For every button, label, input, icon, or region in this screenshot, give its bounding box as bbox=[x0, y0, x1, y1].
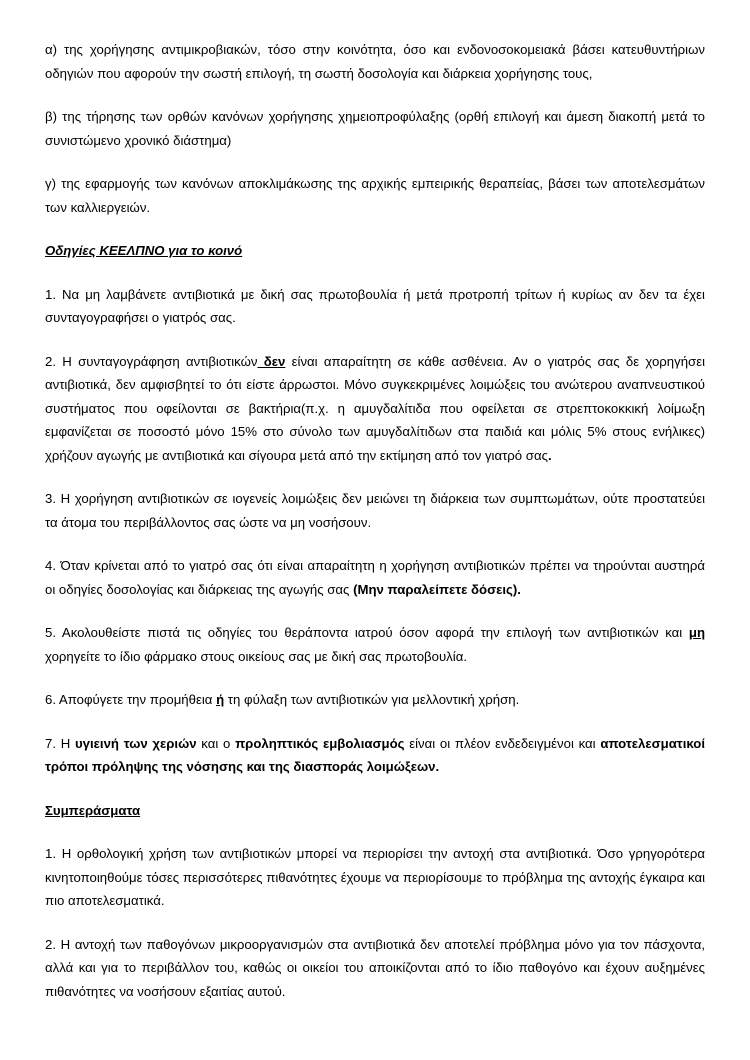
guideline-item-2-end: . bbox=[547, 447, 552, 463]
guideline-item-3: 3. Η χορήγηση αντιβιοτικών σε ιογενείς λοιμώξεις δεν μειώνει τη διάρκεια των συμπτωμάτων, ούτε προστατεύει τα άτομα του περιβάλλοντος σας ώστε να μη νοσήσουν. bbox=[45, 491, 705, 530]
guideline-item-6-emphasis: ή bbox=[216, 692, 225, 707]
guideline-item-5-text-post: χορηγείτε το ίδιο φάρμακο στους οικείους σας με δική σας πρωτοβουλία. bbox=[45, 648, 467, 664]
guideline-item-4-text: 4. Όταν κρίνεται από το γιατρό σας ότι είναι απαραίτητη η χορήγηση αντιβιοτικών πρέπει να τηρούνται αυστηρά οι οδηγίες δοσολογίας και διάρκειας της αγωγής σας bbox=[45, 558, 705, 597]
conclusions-heading: Συμπεράσματα bbox=[45, 802, 141, 818]
guideline-item-4-emphasis: (Μην παραλείπετε δόσεις). bbox=[353, 581, 521, 597]
guideline-item-6 bbox=[45, 688, 705, 712]
guideline-item-6-text-post: τη φύλαξη των αντιβιοτικών για μελλοντική χρήση. bbox=[224, 692, 520, 707]
guideline-item-7-text-mid: και ο bbox=[196, 735, 236, 751]
guideline-item-1: 1. Να μη λαμβάνετε αντιβιοτικά με δική σας πρωτοβουλία ή μετά προτροπή τρίτων ή κυρίως αν δεν τα έχει συνταγογραφήσει ο γιατρός σας. bbox=[45, 286, 705, 325]
guideline-item-4 bbox=[45, 554, 705, 601]
guideline-item-7 bbox=[45, 732, 705, 779]
guideline-item-7-emphasis-vaccination: προληπτικός εμβολιασμός bbox=[235, 735, 405, 751]
guideline-item-7-emphasis-hand-hygiene: υγιεινή των χεριών bbox=[74, 735, 197, 751]
intro-item-a: α) της χορήγησης αντιμικροβιακών, τόσο στην κοινότητα, όσο και ενδονοσοκομειακά βάσει κατευθυντήριων οδηγιών που αφορούν την σωστή επιλογή, τη σωστή δοσολογία και διάρκεια χορήγησης τους, bbox=[45, 42, 705, 81]
guideline-item-2-text-post: είναι απαραίτητη σε κάθε ασθένεια. Αν ο γιατρός σας δε χορηγήσει αντιβιοτικά, δεν αμφισβητεί το ότι είστε άρρωστοι. Μόνο συγκεκριμένες λοιμώξεις του ανώτερου αναπνευστικού συστήματος που οφείλονται σε βακτήρια(π.χ. η αμυγδαλίτιδα που οφείλεται σε στρεπτοκοκκική λοίμωξη εμφανίζεται σε ποσοστό μόνο 15% στο σύνολο των αμυγδαλίτιδων στα παιδιά και μόλις 5% στους ενήλικες) χρήζουν αγωγής με αντιβιοτικά και σίγουρα μετά από την εκτίμηση από τον γιατρό σας bbox=[45, 353, 705, 463]
guideline-item-2-emphasis: δεν bbox=[257, 353, 286, 369]
guideline-item-2 bbox=[45, 350, 705, 468]
guideline-item-7-text-pre: 7. Η bbox=[45, 735, 75, 751]
guideline-item-5 bbox=[45, 621, 705, 668]
guideline-item-7-text-mid2: είναι οι πλέον ενδεδειγμένοι και bbox=[404, 735, 601, 751]
guideline-item-5-text-pre: 5. Ακολουθείστε πιστά τις οδηγίες του θεράποντα ιατρού όσον αφορά την επιλογή των αντιβιοτικών και bbox=[45, 625, 689, 640]
document-page bbox=[45, 38, 705, 1023]
intro-item-b: β) της τήρησης των ορθών κανόνων χορήγησης χημειοπροφύλαξης (ορθή επιλογή και άμεση διακοπή μετά το συνιστώμενο χρονικό διάστημα) bbox=[45, 109, 705, 148]
guideline-item-6-text-pre: 6. Αποφύγετε την προμήθεια bbox=[45, 692, 217, 707]
intro-item-c: γ) της εφαρμογής των κανόνων αποκλιμάκωσης της αρχικής εμπειρικής θεραπείας, βάσει των αποτελεσμάτων των καλλιεργειών. bbox=[45, 176, 705, 215]
conclusion-item-2: 2. Η αντοχή των παθογόνων μικροοργανισμών στα αντιβιοτικά δεν αποτελεί πρόβλημα μόνο για τον πάσχοντα, αλλά και για το περιβάλλον του, καθώς οι οικείοι του αποικίζονται από το ίδιο παθογόνο και έχουν αυξημένες πιθανότητες να νοσήσουν εξαιτίας αυτού. bbox=[45, 936, 705, 999]
guideline-item-2-text-pre: 2. Η συνταγογράφηση αντιβιοτικών bbox=[45, 353, 258, 369]
guidelines-heading: Οδηγίες ΚΕΕΛΠΝΟ για το κοινό bbox=[45, 243, 243, 258]
guideline-item-7-emphasis-prevention: αποτελεσματικοί τρόποι πρόληψης της νόσησης και της διασποράς λοιμώξεων. bbox=[45, 735, 705, 774]
conclusion-item-1: 1. Η ορθολογική χρήση των αντιβιοτικών μπορεί να περιορίσει την αντοχή στα αντιβιοτικά. Όσο γρηγορότερα κινητοποιηθούμε τόσες περισσότερες πιθανότητες έχουμε να περιορίσουμε το πρόβλημα της αντοχής έγκαιρα και πιο αποτελεσματικά. bbox=[45, 846, 705, 908]
guideline-item-5-emphasis: μη bbox=[688, 625, 705, 640]
